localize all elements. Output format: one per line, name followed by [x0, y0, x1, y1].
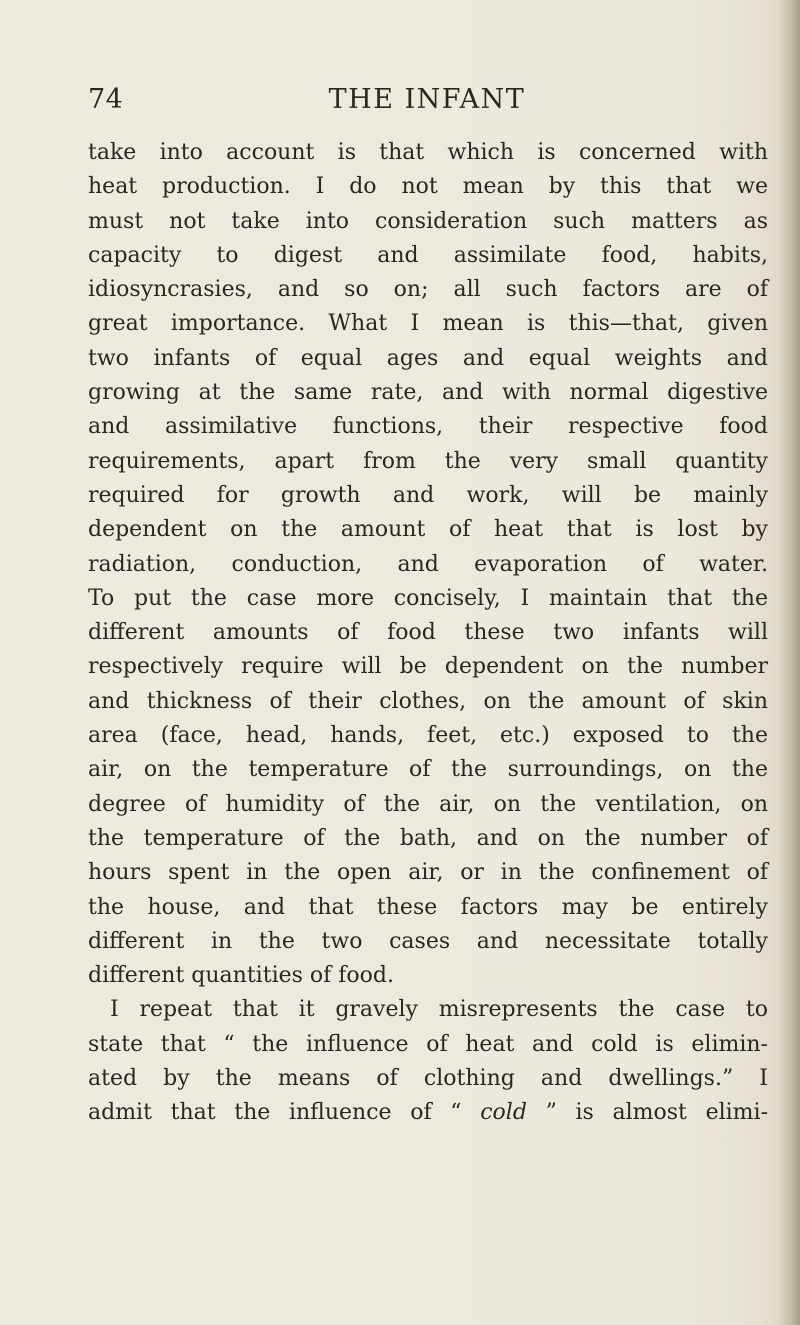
- text-segment: admit that the influence of “: [88, 1100, 481, 1126]
- text-line: hours spent in the open air, or in the confinement of: [88, 860, 768, 886]
- text-line: respectively require will be dependent on the number: [88, 654, 768, 680]
- text-line: and thickness of their clothes, on the amount of skin: [88, 688, 768, 714]
- text-line: must not take into consideration such matters as: [88, 208, 768, 234]
- italic-word: cold: [480, 1100, 527, 1126]
- text-line: [88, 1096, 768, 1130]
- text-line: growing at the same rate, and with normal digestive: [88, 380, 768, 406]
- page-edge-shadow: [778, 0, 800, 1325]
- text-line: required for growth and work, will be mainly: [88, 482, 768, 508]
- text-line: take into account is that which is concerned with: [88, 140, 768, 165]
- running-title: THE INFANT: [328, 84, 526, 115]
- page-number: 74: [88, 84, 124, 115]
- text-line: radiation, conduction, and evaporation of water.: [88, 551, 768, 577]
- text-line: heat production. I do not mean by this that we: [88, 174, 768, 200]
- text-line: degree of humidity of the air, on the ventilation, on: [88, 791, 768, 817]
- text-line: air, on the temperature of the surroundings, on the: [88, 757, 768, 783]
- text-line: two infants of equal ages and equal weights and: [88, 345, 768, 371]
- text-line: different in the two cases and necessitate totally: [88, 928, 768, 954]
- text-line: great importance. What I mean is this—that, given: [88, 311, 768, 337]
- text-line: capacity to digest and assimilate food, habits,: [88, 242, 768, 268]
- text-segment: ” is almost elimi-: [526, 1100, 769, 1126]
- text-line: To put the case more concisely, I maintain that the: [88, 585, 768, 611]
- text-line: area (face, head, hands, feet, etc.) exposed to the: [88, 723, 768, 749]
- text-line: ated by the means of clothing and dwellings.” I: [88, 1066, 768, 1092]
- text-line: requirements, apart from the very small quantity: [88, 448, 768, 474]
- text-line: idiosyncrasies, and so on; all such factors are of: [88, 277, 768, 303]
- page-header: [88, 84, 766, 124]
- paragraph-end-line: different quantities of food.: [88, 963, 394, 989]
- text-line: dependent on the amount of heat that is lost by: [88, 517, 768, 543]
- body-text: [88, 136, 768, 1131]
- text-line: different amounts of food these two infants will: [88, 620, 768, 646]
- text-line: the temperature of the bath, and on the number of: [88, 825, 768, 851]
- paragraph-start-line: I repeat that it gravely misrepresents the case to: [110, 997, 768, 1023]
- text-line: and assimilative functions, their respective food: [88, 414, 768, 440]
- text-line: the house, and that these factors may be entirely: [88, 894, 768, 920]
- text-line: state that “ the influence of heat and cold is elimin-: [88, 1031, 768, 1057]
